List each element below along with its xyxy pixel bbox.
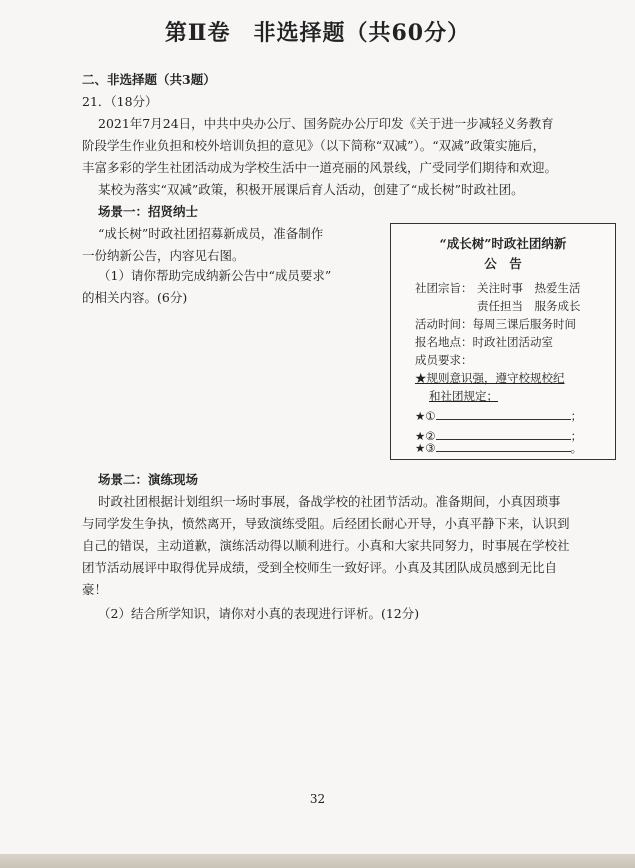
answer-blank[interactable] — [436, 408, 571, 420]
task1-line: （1）请你帮助完成纳新公告中“成员要求” — [98, 268, 332, 283]
scene2-line: 豪！ — [82, 582, 108, 597]
answer-blank[interactable] — [436, 440, 571, 452]
page-title: 第Ⅱ卷 非选择题（共60分） — [164, 20, 471, 46]
blank-mark: ★③ — [415, 441, 436, 455]
scene1-line: 一份纳新公告，内容见右图。 — [82, 248, 245, 263]
notice-time: 活动时间：每周三课后服务时间 — [415, 317, 576, 331]
notice-subtitle: 公 告 — [484, 256, 522, 271]
blank-mark: ★① — [415, 409, 436, 423]
notice-purpose-line: 关注时事 热爱生活 — [477, 281, 581, 295]
recruitment-notice — [390, 223, 616, 460]
answer-blank[interactable] — [436, 428, 571, 440]
intro-line: 阶段学生作业负担和校外培训负担的意见》（以下简称“双减”）。“双减”政策实施后， — [82, 138, 546, 153]
notice-blank-item — [415, 408, 582, 424]
scene2-line: 团节活动展评中取得优异成绩，受到全校师生一致好评。小真及其团队成员感到无比自 — [82, 560, 558, 575]
blank-end: ； — [570, 409, 583, 423]
page-edge — [0, 854, 635, 868]
task1-line: 的相关内容。(6分) — [82, 290, 188, 305]
notice-req-line: ★规则意识强，遵守校规校纪 — [415, 371, 565, 385]
task2: （2）结合所学知识，请你对小真的表现进行评析。(12分) — [98, 606, 420, 621]
blank-end: 。 — [570, 441, 583, 455]
notice-req-label: 成员要求： — [415, 353, 473, 367]
scene1-heading: 场景一：招贤纳士 — [98, 204, 199, 219]
question-number: 21．（18分） — [82, 94, 158, 109]
page-number: 32 — [309, 792, 326, 806]
notice-purpose-label: 社团宗旨： — [415, 281, 473, 295]
scene2-heading: 场景二：演练现场 — [98, 472, 199, 487]
notice-req-line: 和社团规定； — [429, 389, 498, 403]
intro-line: 某校为落实“双减”政策，积极开展课后育人活动，创建了“成长树”时政社团。 — [98, 182, 524, 197]
blank-mark: ★② — [415, 429, 436, 443]
section-heading: 二、非选择题（共3题） — [82, 72, 216, 87]
notice-title: “成长树”时政社团纳新 — [439, 236, 567, 251]
intro-line: 丰富多彩的学生社团活动成为学校生活中一道亮丽的风景线，广受同学们期待和欢迎。 — [82, 160, 558, 175]
notice-blank-item — [415, 440, 582, 456]
scene1-line: “成长树”时政社团招募新成员，准备制作 — [98, 226, 324, 241]
notice-place: 报名地点：时政社团活动室 — [415, 335, 553, 349]
scene2-line: 自己的错误，主动道歉，演练活动得以顺利进行。小真和大家共同努力，时事展在学校社 — [82, 538, 570, 553]
blank-end: ； — [570, 429, 583, 443]
intro-line: 2021年7月24日，中共中央办公厅、国务院办公厅印发《关于进一步减轻义务教育 — [98, 116, 554, 131]
notice-purpose-line: 责任担当 服务成长 — [477, 299, 581, 313]
scene2-line: 与同学发生争执，愤然离开，导致演练受阻。后经团长耐心开导，小真平静下来，认识到 — [82, 516, 570, 531]
scene2-line: 时政社团根据计划组织一场时事展，备战学校的社团节活动。准备期间，小真因琐事 — [98, 494, 561, 509]
